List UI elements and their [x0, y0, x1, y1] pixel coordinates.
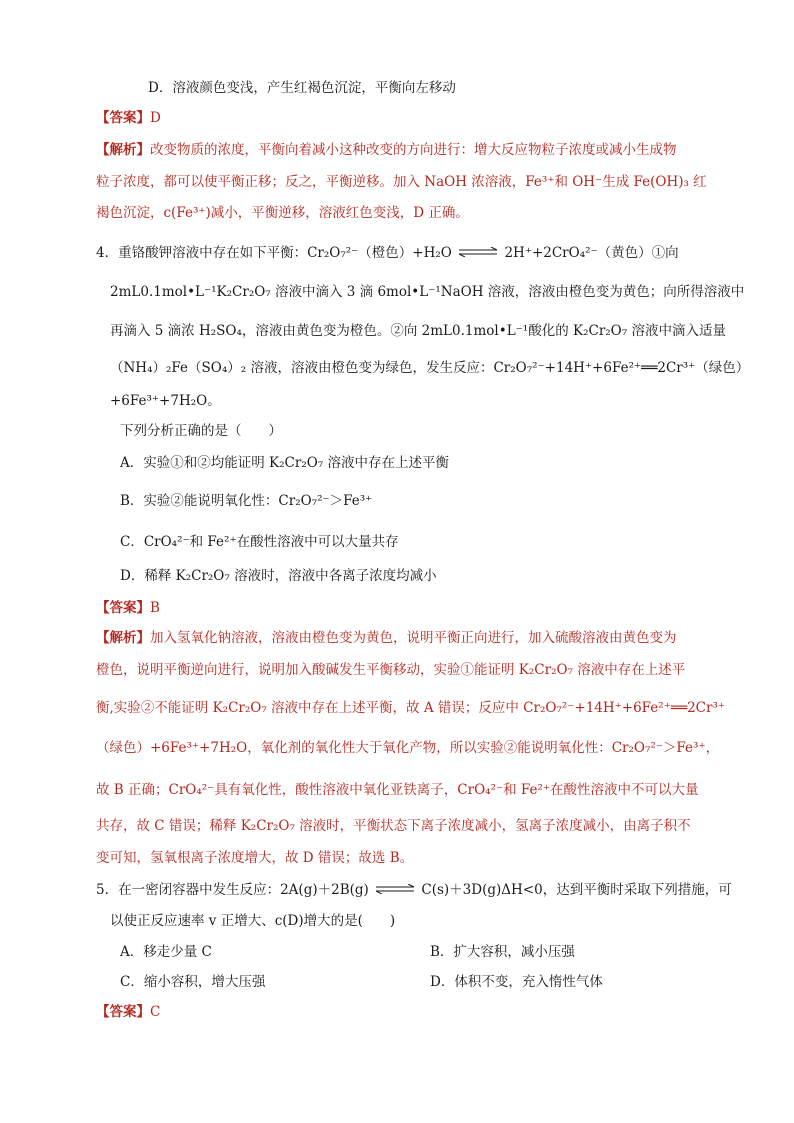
q4-analysis-line-3: 衡,实验②不能证明 K₂Cr₂O₇ 溶液中存在上述平衡，故 A 错误；反应中 Cr₂O₇²⁻+14H⁺+6Fe²⁺══2Cr³⁺ — [96, 700, 725, 716]
answer-tag: 【答案】 — [96, 600, 150, 616]
q5-answer — [96, 1002, 160, 1022]
q4-stem-line-5: +6Fe³⁺+7H₂O。 — [110, 393, 221, 409]
q3-option-d: D．溶液颜色变浅，产生红褐色沉淀，平衡向左移动 — [148, 80, 456, 96]
answer-value: D — [150, 110, 161, 126]
answer-tag: 【答案】 — [96, 110, 150, 126]
q4-analysis-line-5: 故 B 正确；CrO₄²⁻具有氧化性，酸性溶液中氧化亚铁离子，CrO₄²⁻和 Fe²⁺在酸性溶液中不可以大量 — [96, 782, 699, 798]
q4-analysis-line-6: 共存，故 C 错误；稀释 K₂Cr₂O₇ 溶液时，平衡状态下离子浓度减小，氢离子浓度减小，由离子积不 — [96, 818, 691, 834]
answer-tag: 【答案】 — [96, 1004, 150, 1020]
q3-analysis-line-3: 褐色沉淀，c(Fe³⁺)减小，平衡逆移，溶液红色变浅，D 正确。 — [96, 205, 469, 221]
answer-value: B — [150, 600, 160, 616]
q3-answer — [96, 108, 161, 128]
q3-analysis-line-2: 粒子浓度，都可以使平衡正移；反之，平衡逆移。加入 NaOH 浓溶液，Fe³⁺和 OH⁻生成 Fe(OH)₃ 红 — [96, 174, 707, 190]
q4-option-c: C．CrO₄²⁻和 Fe²⁺在酸性溶液中可以大量共存 — [120, 534, 399, 550]
q4-answer — [96, 598, 160, 618]
q5-option-c: C．缩小容积，增大压强 — [120, 974, 266, 990]
q5-stem-line-1: 5．在一密闭容器中发生反应：2A(g)＋2B(g) C(s)＋3D(g)ΔH<0，达到平衡时采取下列措施，可 — [96, 882, 732, 898]
q4-analysis-line-4: （绿色）+6Fe³⁺+7H₂O，氧化剂的氧化性大于氧化产物，所以实验②能说明氧化性：Cr₂O₇²⁻＞Fe³⁺， — [96, 740, 720, 756]
q4-analysis-line-1: 【解析】加入氢氧化钠溶液，溶液由橙色变为黄色，说明平衡正向进行，加入硫酸溶液由黄色变为 — [96, 630, 677, 646]
equilibrium-arrow-icon — [374, 884, 416, 894]
analysis-tag: 【解析】 — [96, 630, 150, 646]
q5-option-b: B．扩大容积，减小压强 — [430, 944, 575, 960]
q4-analysis-line-2: 橙色，说明平衡逆向进行，说明加入酸碱发生平衡移动，实验①能证明 K₂Cr₂O₇ 溶液中存在上述平 — [96, 662, 686, 678]
q4-stem-line-4: （NH₄）₂Fe（SO₄）₂ 溶液，溶液由橙色变为绿色，发生反应：Cr₂O₇²⁻+14H⁺+6Fe²⁺══2Cr³⁺（绿色） — [110, 360, 750, 376]
equilibrium-arrow-icon — [457, 247, 499, 257]
q5-option-d: D．体积不变，充入惰性气体 — [430, 974, 603, 990]
answer-value: C — [150, 1004, 161, 1020]
q5-option-a: A．移走少量 C — [120, 944, 212, 960]
q4-option-d: D．稀释 K₂Cr₂O₇ 溶液时，溶液中各离子浓度均减小 — [120, 568, 437, 584]
q4-option-a: A．实验①和②均能证明 K₂Cr₂O₇ 溶液中存在上述平衡 — [120, 455, 450, 471]
q4-prompt: 下列分析正确的是（ ） — [120, 423, 282, 439]
q4-option-b: B．实验②能说明氧化性：Cr₂O₇²⁻＞Fe³⁺ — [120, 493, 373, 509]
q4-stem-line-3: 再滴入 5 滴浓 H₂SO₄，溶液由黄色变为橙色。②向 2mL0.1mol•L⁻¹酸化的 K₂Cr₂O₇ 溶液中滴入适量 — [110, 323, 726, 339]
q5-stem-line-2: 以使正反应速率 v 正增大、c(D)增大的是( ) — [110, 913, 396, 929]
q4-stem-line-2: 2mL0.1mol•L⁻¹K₂Cr₂O₇ 溶液中滴入 3 滴 6mol•L⁻¹NaOH 溶液，溶液由橙色变为黄色；向所得溶液中 — [110, 284, 745, 300]
q4-stem-line-1: 4．重铬酸钾溶液中存在如下平衡：Cr₂O₇²⁻（橙色）+H₂O 2H⁺+2CrO₄²⁻（黄色）①向 — [96, 245, 679, 261]
q3-analysis-line-1: 【解析】改变物质的浓度，平衡向着减小这种改变的方向进行：增大反应物粒子浓度或减小生成物 — [96, 142, 677, 158]
q4-analysis-line-7: 变可知，氢氧根离子浓度增大，故 D 错误；故选 B。 — [96, 850, 414, 866]
analysis-tag: 【解析】 — [96, 142, 150, 158]
